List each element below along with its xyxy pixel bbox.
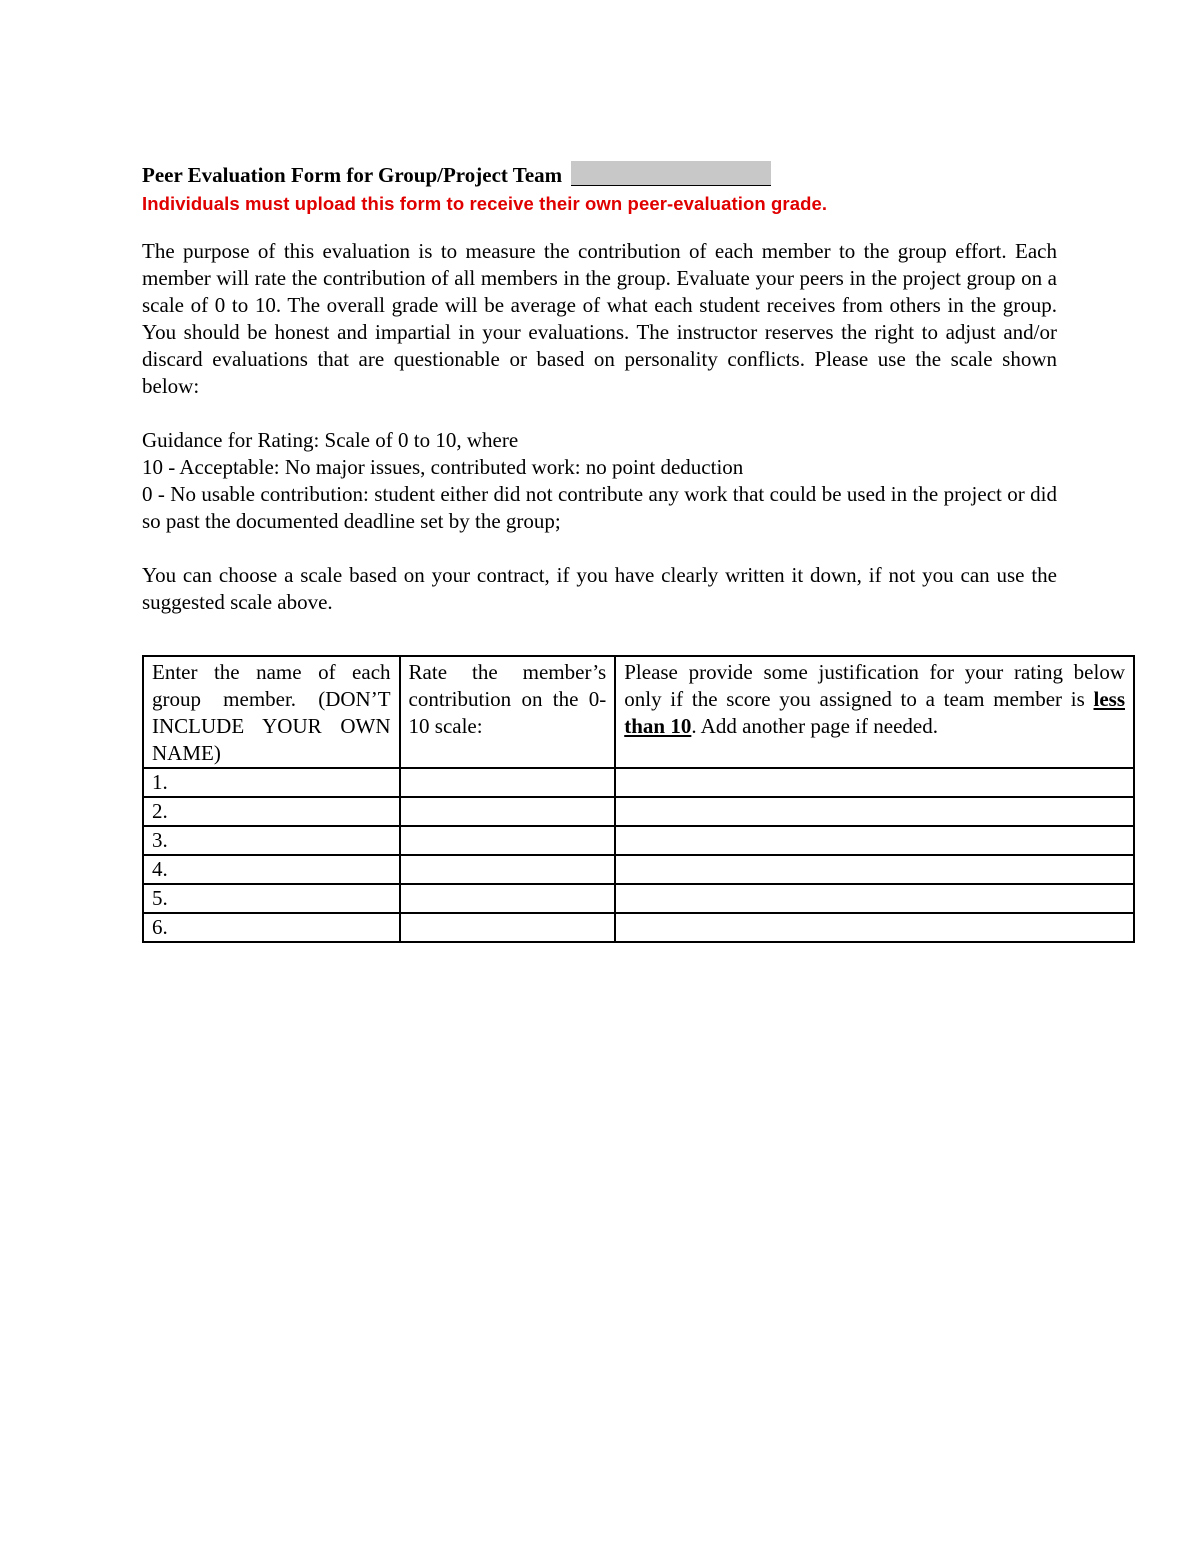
header-justification-text: Please provide some justification for your rating below only if the score you assigned to a team member is — [624, 660, 1125, 711]
member-name-cell[interactable]: 2. — [143, 797, 400, 826]
justification-cell[interactable] — [615, 855, 1134, 884]
rating-cell[interactable] — [400, 768, 616, 797]
rating-cell[interactable] — [400, 797, 616, 826]
rating-cell[interactable] — [400, 826, 616, 855]
member-name-cell[interactable]: 5. — [143, 884, 400, 913]
choose-scale-paragraph: You can choose a scale based on your contract, if you have clearly written it down, if not you can use the suggested scale above. — [142, 563, 1057, 614]
header-justification-tail: . Add another page if needed. — [691, 714, 939, 738]
table-row — [143, 855, 1134, 884]
justification-cell[interactable] — [615, 826, 1134, 855]
table-header-row — [143, 656, 1134, 768]
document-body — [142, 160, 1057, 616]
table-row — [143, 913, 1134, 942]
header-rate: Rate the member’s contribution on the 0-10 scale: — [400, 656, 616, 768]
upload-notice: Individuals must upload this form to receive their own peer-evaluation grade. — [142, 193, 828, 214]
member-name-cell[interactable]: 6. — [143, 913, 400, 942]
form-title-line — [142, 160, 1057, 190]
header-justification — [615, 656, 1134, 768]
rating-cell[interactable] — [400, 913, 616, 942]
table-row — [143, 884, 1134, 913]
purpose-paragraph: The purpose of this evaluation is to measure the contribution of each member to the group effort. Each member will rate the contribution of all members in the group. Evaluate your peers in the project group on a scale of 0 to 10. The overall grade will be average of what each student receives from others in the group. You should be honest and impartial in your evaluations. The instructor reserves the right to adjust and/or discard evaluations that are questionable or based on personality conflicts. Please use the scale shown below: — [142, 239, 1057, 398]
member-name-cell[interactable]: 1. — [143, 768, 400, 797]
peer-evaluation-table — [142, 655, 1135, 943]
member-name-cell[interactable]: 3. — [143, 826, 400, 855]
header-name: Enter the name of each group member. (DON’T INCLUDE YOUR OWN NAME) — [143, 656, 400, 768]
header-justification-emphasis: less than 10 — [624, 687, 1125, 738]
guidance-line-10: 10 - Acceptable: No major issues, contributed work: no point deduction — [142, 455, 744, 479]
guidance-heading: Guidance for Rating: Scale of 0 to 10, where — [142, 428, 519, 452]
justification-cell[interactable] — [615, 884, 1134, 913]
table-row — [143, 797, 1134, 826]
rating-cell[interactable] — [400, 884, 616, 913]
rating-cell[interactable] — [400, 855, 616, 884]
member-name-cell[interactable]: 4. — [143, 855, 400, 884]
guidance-section — [142, 427, 1057, 535]
form-title: Peer Evaluation Form for Group/Project Team — [142, 163, 563, 187]
table-row — [143, 768, 1134, 797]
justification-cell[interactable] — [615, 768, 1134, 797]
team-name-field[interactable] — [571, 161, 771, 186]
justification-cell[interactable] — [615, 797, 1134, 826]
justification-cell[interactable] — [615, 913, 1134, 942]
table-row — [143, 826, 1134, 855]
guidance-line-0: 0 - No usable contribution: student either did not contribute any work that could be used in the project or did so past the documented deadline set by the group; — [142, 482, 1057, 533]
